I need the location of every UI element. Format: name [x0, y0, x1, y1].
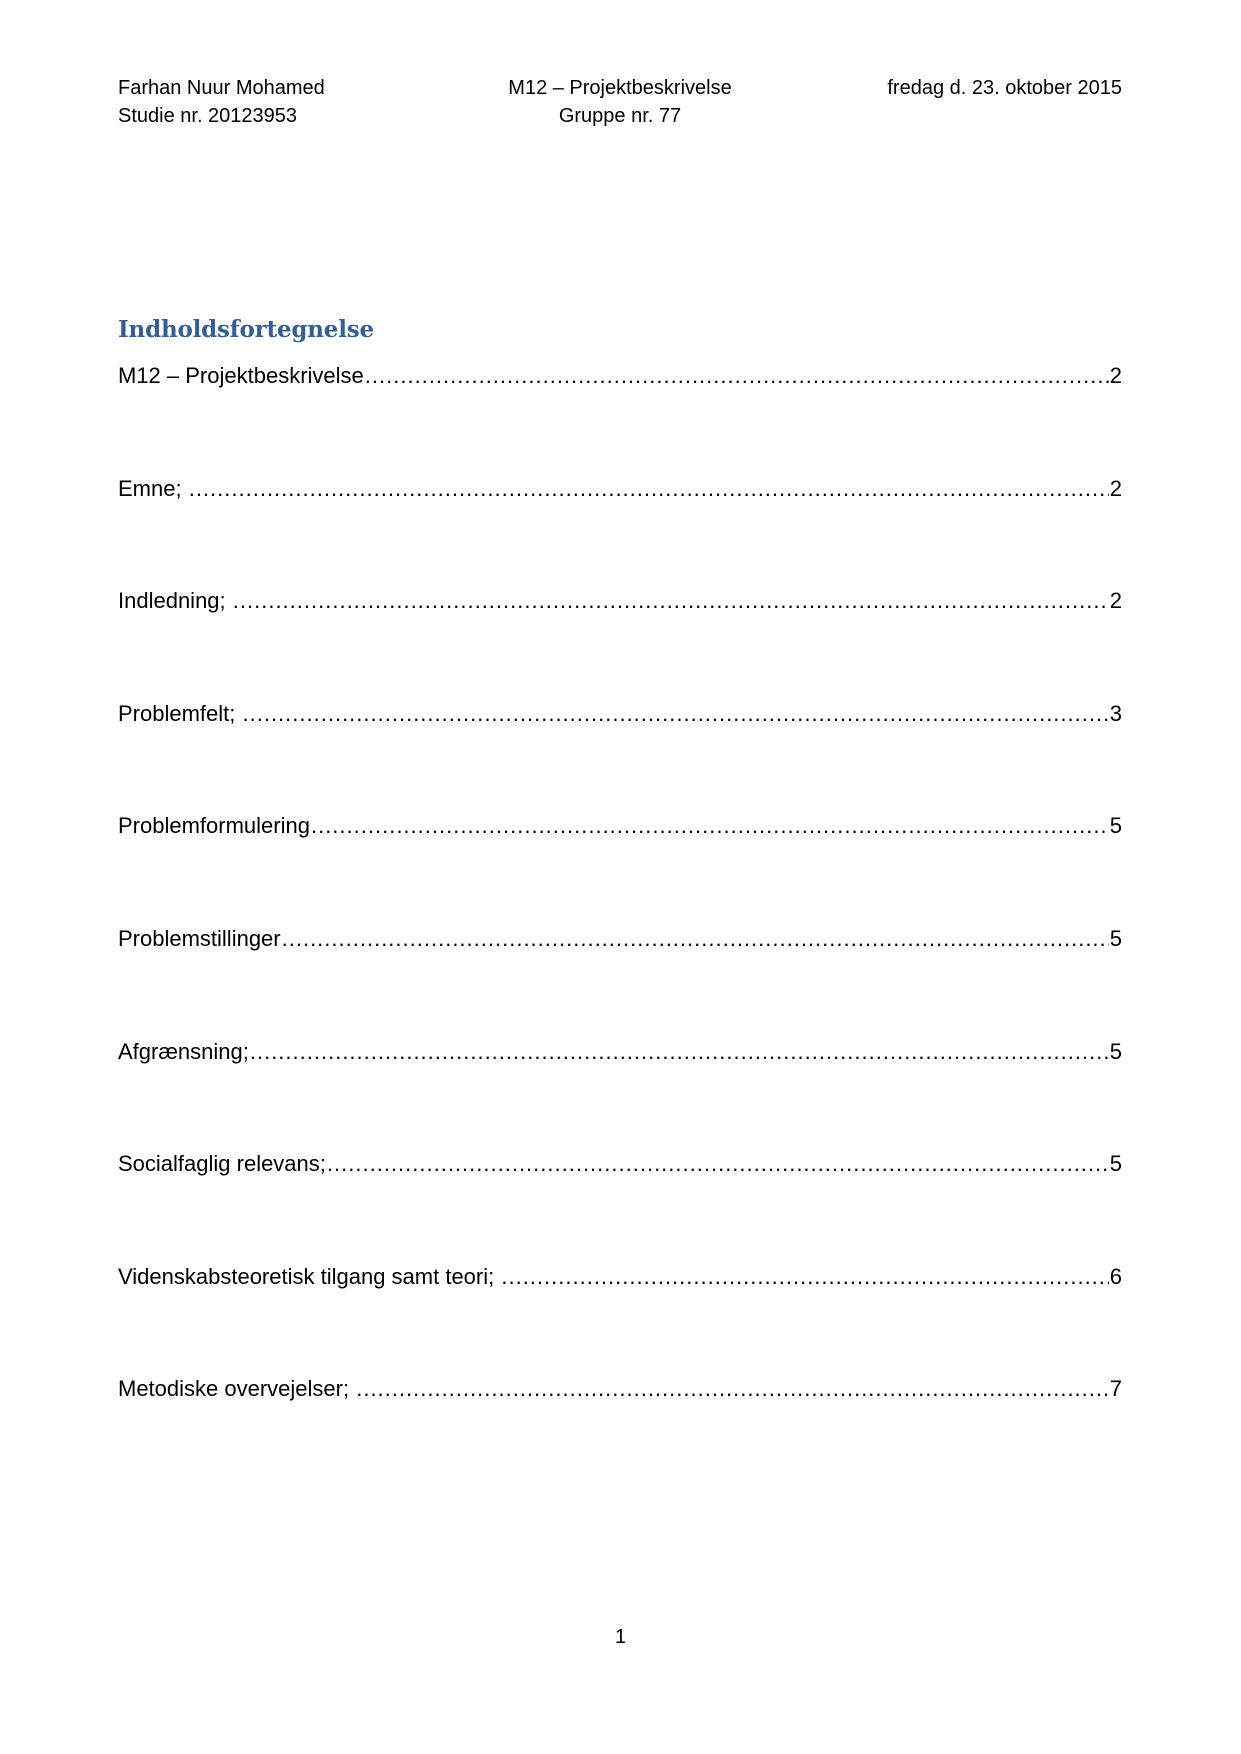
toc-entry[interactable] — [118, 1375, 1122, 1488]
toc-entry[interactable] — [118, 475, 1122, 588]
header-document-title: M12 – Projektbeskrivelse — [508, 77, 732, 99]
toc-dot-leader — [327, 1150, 1109, 1178]
toc-entry-label: Problemformulering — [118, 813, 310, 839]
header-date: fredag d. 23. oktober 2015 — [887, 77, 1122, 99]
toc-entry-label: M12 – Projektbeskrivelse — [118, 363, 364, 388]
table-of-contents — [118, 362, 1122, 1488]
toc-dot-leader — [311, 812, 1109, 840]
toc-entry-label: Problemstillinger — [118, 925, 281, 951]
header-author-name: Farhan Nuur Mohamed — [118, 77, 325, 99]
toc-entry[interactable] — [118, 1263, 1122, 1376]
toc-entry-page: 2 — [1109, 588, 1122, 614]
toc-dot-leader — [189, 475, 1109, 503]
toc-entry-page: 3 — [1109, 700, 1122, 726]
header-date-block — [887, 74, 1122, 102]
toc-entry-label: Problemfelt; — [118, 700, 242, 726]
toc-entry-label: Metodiske overvejelser; — [118, 1376, 356, 1402]
header-group-number: Gruppe nr. 77 — [558, 105, 682, 127]
toc-entry-page: 7 — [1109, 1376, 1122, 1402]
toc-entry-page: 2 — [1109, 475, 1122, 501]
toc-entry[interactable] — [118, 812, 1122, 925]
toc-entry[interactable] — [118, 587, 1122, 700]
toc-entry-page: 5 — [1109, 1151, 1122, 1177]
toc-entry-page: 5 — [1109, 925, 1122, 951]
toc-dot-leader — [501, 1263, 1108, 1291]
toc-entry-label: Videnskabsteoretisk tilgang samt teori; — [118, 1263, 501, 1289]
toc-dot-leader — [282, 925, 1109, 953]
toc-entry[interactable] — [118, 362, 1122, 475]
toc-entry-label: Indledning; — [118, 588, 232, 614]
toc-dot-leader — [356, 1375, 1109, 1403]
toc-entry[interactable] — [118, 925, 1122, 1038]
toc-dot-leader — [233, 587, 1109, 615]
toc-entry-label: Afgrænsning; — [118, 1038, 249, 1064]
header-student-number: Studie nr. 20123953 — [118, 105, 298, 127]
toc-entry-page: 5 — [1109, 1038, 1122, 1064]
toc-dot-leader — [243, 700, 1109, 728]
toc-entry-page: 5 — [1109, 813, 1122, 839]
toc-dot-leader — [250, 1038, 1109, 1066]
toc-dot-leader — [365, 362, 1109, 390]
toc-entry[interactable] — [118, 1038, 1122, 1151]
toc-entry[interactable] — [118, 700, 1122, 813]
toc-entry-label: Socialfaglig relevans; — [118, 1151, 326, 1177]
page-number: 1 — [614, 1626, 627, 1648]
toc-entry-page: 6 — [1109, 1263, 1122, 1289]
toc-entry[interactable] — [118, 1150, 1122, 1263]
toc-entry-label: Emne; — [118, 475, 188, 501]
toc-entry-page: 2 — [1109, 363, 1122, 388]
toc-heading: Indholdsfortegnelse — [118, 316, 374, 343]
